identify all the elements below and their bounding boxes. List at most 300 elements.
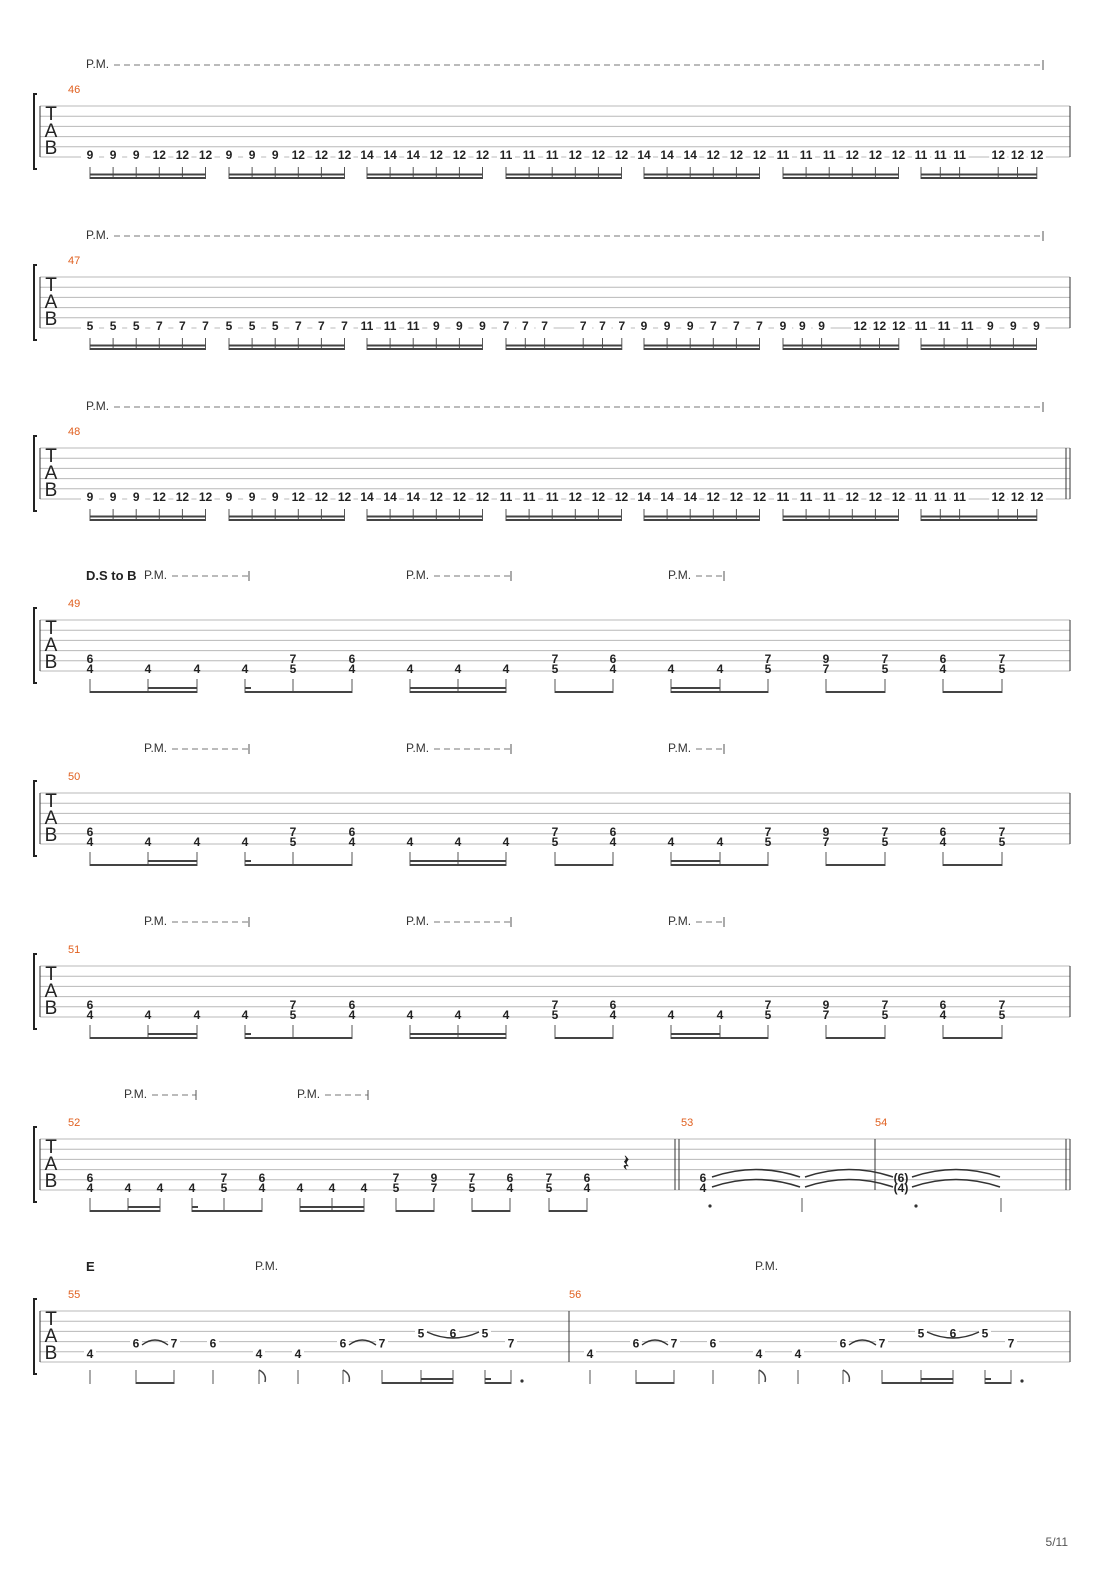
fret-number: 4: [939, 1008, 947, 1022]
system-bracket: [34, 436, 37, 511]
fret-number: 14: [683, 148, 697, 162]
fret-number: 9: [822, 998, 830, 1012]
fret-number: 4: [716, 662, 724, 676]
fret-number: 7: [881, 998, 889, 1012]
note-beam: [636, 1382, 674, 1384]
note-beam: [826, 864, 885, 866]
note-beam: [644, 174, 760, 176]
fret-number: 4: [193, 1008, 201, 1022]
note-beam: [644, 177, 760, 179]
fret-number: 6: [86, 825, 94, 839]
fret-number: 12: [1010, 490, 1025, 504]
note-beam: [921, 345, 1037, 347]
note-beam: [644, 519, 760, 521]
fret-number: 4: [86, 1346, 94, 1361]
fret-number: 4: [328, 1181, 336, 1195]
fret-number: 6: [86, 1171, 94, 1185]
fret-number: 5: [225, 319, 233, 333]
fret-number: 6: [449, 1326, 457, 1341]
fret-number: 5: [764, 835, 772, 849]
fret-number: 5: [289, 1008, 297, 1022]
fret-number: 5: [109, 319, 117, 333]
tie-arc: [712, 1180, 800, 1188]
note-beam: [367, 519, 483, 521]
palm-mute-label: P.M.: [406, 741, 430, 755]
fret-number: 9: [479, 319, 486, 333]
fret-number: 4: [193, 662, 201, 676]
note-beam: [783, 519, 899, 521]
fret-number: 4: [348, 662, 356, 676]
note-beam: [90, 348, 206, 350]
palm-mute-label: P.M.: [255, 1259, 279, 1273]
note-beam: [136, 1382, 174, 1384]
note-beam: [410, 860, 506, 862]
fret-number: 14: [360, 148, 374, 162]
tie-arc: [912, 1170, 1000, 1178]
fret-number: (6): [893, 1171, 909, 1185]
fret-number: 5: [248, 319, 256, 333]
fret-number: 12: [991, 148, 1005, 162]
note-beam: [367, 348, 483, 350]
measure-number: 46: [68, 84, 81, 96]
tab-clef-letter: A: [44, 981, 58, 1002]
note-beam: [410, 1033, 506, 1035]
fret-number: 6: [939, 825, 947, 839]
fret-number: 12: [706, 490, 720, 504]
fret-number: 5: [551, 1008, 559, 1022]
note-beam: [644, 348, 760, 350]
fret-number: 4: [241, 1008, 249, 1022]
note-beam: [367, 345, 483, 347]
note-beam: [783, 345, 899, 347]
slur-arc: [349, 1340, 376, 1345]
fret-number: 9: [225, 490, 233, 504]
fret-number: 9: [1033, 319, 1040, 333]
fret-number: 5: [998, 1008, 1006, 1022]
fret-number: 7: [822, 662, 830, 676]
fret-number: 7: [155, 319, 163, 333]
fret-number: 7: [202, 319, 209, 333]
tab-clef-letter: B: [44, 1343, 58, 1364]
fret-number: 7: [541, 319, 548, 333]
note-beam: [90, 691, 197, 693]
fret-number: 5: [917, 1326, 925, 1341]
system-bracket: [34, 265, 37, 340]
fret-number: 11: [914, 490, 928, 504]
fret-number: 7: [764, 998, 772, 1012]
fret-number: 4: [794, 1346, 802, 1361]
page-number: 5/11: [1045, 1535, 1068, 1549]
fret-number: 4: [348, 1008, 356, 1022]
fret-number: 7: [733, 319, 740, 333]
note-flag: [259, 1370, 265, 1382]
fret-number: 7: [507, 1336, 515, 1351]
tab-clef-letter: B: [44, 1171, 58, 1192]
fret-number: 11: [937, 319, 951, 333]
fret-number: 4: [716, 1008, 724, 1022]
fret-number: 6: [939, 998, 947, 1012]
fret-number: 4: [716, 835, 724, 849]
measure-number: 54: [875, 1117, 888, 1129]
note-beam: [506, 348, 622, 350]
fret-number: 4: [454, 835, 462, 849]
fret-number: 9: [86, 490, 94, 504]
fret-number: 14: [637, 490, 651, 504]
fret-number: 11: [953, 490, 966, 504]
fret-number: 4: [86, 1181, 94, 1195]
fret-number: 5: [132, 319, 140, 333]
fret-number: 9: [822, 825, 830, 839]
fret-number: 5: [764, 662, 772, 676]
fret-number: 9: [432, 319, 440, 333]
fret-number: 12: [198, 490, 213, 504]
note-beam: [300, 1206, 364, 1208]
fret-number: 4: [755, 1346, 763, 1361]
fret-number: 12: [152, 148, 166, 162]
note-beam: [985, 1382, 1011, 1384]
note-beam: [921, 1378, 953, 1380]
palm-mute-label: P.M.: [406, 914, 430, 928]
fret-number: 12: [475, 148, 490, 162]
fret-number: 12: [475, 490, 490, 504]
fret-number: 9: [132, 490, 140, 504]
palm-mute-label: P.M.: [668, 914, 692, 928]
fret-number: 12: [337, 148, 352, 162]
system-bracket: [34, 1299, 37, 1374]
note-beam: [192, 1210, 262, 1212]
fret-number: 11: [933, 490, 947, 504]
palm-mute-label: P.M.: [406, 568, 430, 582]
tab-clef-letter: A: [44, 121, 58, 142]
fret-number: 5: [289, 662, 297, 676]
fret-number: 4: [583, 1181, 591, 1195]
fret-number: 12: [868, 490, 883, 504]
fret-number: 5: [764, 1008, 772, 1022]
fret-number: 6: [583, 1171, 591, 1185]
fret-number: 7: [998, 652, 1006, 666]
fret-number: 7: [289, 998, 297, 1012]
tie-arc: [912, 1180, 1000, 1188]
fret-number: 12: [614, 148, 629, 162]
fret-number: 4: [156, 1181, 164, 1195]
tab-clef-letter: T: [45, 446, 57, 467]
fret-number: 7: [822, 835, 830, 849]
fret-number: 4: [609, 1008, 617, 1022]
note-beam: [671, 1037, 768, 1039]
fret-number: 11: [822, 490, 836, 504]
fret-number: 7: [1007, 1336, 1015, 1351]
tie-arc: [805, 1170, 893, 1178]
palm-mute-label: P.M.: [755, 1259, 779, 1273]
fret-number: 6: [839, 1336, 847, 1351]
palm-mute-label: P.M.: [124, 1087, 148, 1101]
dot: [914, 1204, 917, 1207]
note-beam: [783, 174, 899, 176]
fret-number: 6: [949, 1326, 957, 1341]
note-beam: [506, 516, 622, 518]
fret-number: 7: [878, 1336, 886, 1351]
palm-mute-label: P.M.: [668, 568, 692, 582]
fret-number: 14: [660, 490, 674, 504]
fret-number: 9: [686, 319, 694, 333]
note-beam: [783, 516, 899, 518]
fret-number: 12: [853, 319, 867, 333]
note-beam: [485, 1378, 491, 1380]
fret-number: 11: [499, 490, 513, 504]
fret-number: 6: [209, 1336, 217, 1351]
note-beam: [921, 348, 1037, 350]
fret-number: 14: [360, 490, 374, 504]
fret-number: 4: [406, 1008, 414, 1022]
fret-number: 9: [271, 490, 279, 504]
note-beam: [943, 691, 1002, 693]
palm-mute-label: P.M.: [86, 57, 110, 71]
fret-number: 9: [798, 319, 806, 333]
note-beam: [644, 516, 760, 518]
note-beam: [882, 1382, 953, 1384]
fret-number: 12: [452, 148, 467, 162]
fret-number: 12: [845, 490, 859, 504]
fret-number: 9: [430, 1171, 438, 1185]
note-beam: [245, 1033, 251, 1035]
fret-number: 12: [175, 148, 190, 162]
fret-number: 6: [609, 825, 617, 839]
note-beam: [421, 1378, 453, 1380]
fret-number: 11: [545, 490, 559, 504]
fret-number: 12: [891, 490, 906, 504]
note-beam: [148, 860, 197, 862]
fret-number: 9: [225, 148, 233, 162]
fret-number: 6: [506, 1171, 514, 1185]
fret-number: 12: [591, 148, 606, 162]
system-bracket: [34, 1127, 37, 1202]
fret-number: 4: [406, 835, 414, 849]
fret-number: 4: [144, 1008, 152, 1022]
tab-clef-letter: A: [44, 635, 58, 656]
fret-number: 6: [939, 652, 947, 666]
fret-number: 5: [551, 662, 559, 676]
fret-number: 12: [568, 148, 582, 162]
fret-number: 6: [86, 998, 94, 1012]
note-beam: [826, 1037, 885, 1039]
note-beam: [555, 864, 613, 866]
tab-system-48: [34, 399, 1070, 521]
note-beam: [148, 687, 197, 689]
fret-number: 4: [360, 1181, 368, 1195]
tab-clef-letter: T: [45, 104, 57, 125]
fret-number: 14: [383, 490, 397, 504]
note-beam: [506, 519, 622, 521]
note-beam: [410, 691, 506, 693]
fret-number: 9: [271, 148, 279, 162]
note-beam: [90, 1210, 160, 1212]
fret-number: 6: [348, 825, 356, 839]
fret-number: 12: [845, 148, 859, 162]
note-beam: [921, 519, 1037, 521]
fret-number: 6: [609, 998, 617, 1012]
note-beam: [90, 864, 197, 866]
fret-number: 11: [914, 148, 928, 162]
note-flag: [759, 1370, 765, 1382]
note-beam: [671, 864, 768, 866]
tab-system-46: [34, 57, 1070, 179]
measure-number: 52: [68, 1117, 81, 1129]
slur-arc: [142, 1340, 168, 1345]
fret-number: 7: [179, 319, 186, 333]
fret-number: 4: [586, 1346, 594, 1361]
note-beam: [985, 1378, 991, 1380]
fret-number: 5: [220, 1181, 228, 1195]
measure-number: 50: [68, 771, 81, 783]
dot: [520, 1379, 523, 1382]
fret-number: 12: [175, 490, 190, 504]
fret-number: 12: [1030, 148, 1044, 162]
fret-number: 9: [132, 148, 140, 162]
fret-number: 7: [764, 652, 772, 666]
fret-number: 4: [294, 1346, 302, 1361]
note-beam: [367, 516, 483, 518]
fret-number: 11: [383, 319, 397, 333]
fret-number: 12: [706, 148, 720, 162]
fret-number: 12: [729, 148, 744, 162]
fret-number: 11: [914, 319, 928, 333]
measure-number: 48: [68, 426, 81, 438]
fret-number: 7: [998, 825, 1006, 839]
fret-number: 4: [939, 662, 947, 676]
fret-number: 12: [892, 319, 906, 333]
note-beam: [300, 1210, 364, 1212]
fret-number: 11: [545, 148, 559, 162]
fret-number: 9: [109, 490, 117, 504]
measure-number: 49: [68, 598, 81, 610]
fret-number: 5: [551, 835, 559, 849]
tie-arc: [805, 1180, 893, 1188]
note-beam: [410, 687, 506, 689]
fret-number: 5: [86, 319, 94, 333]
fret-number: 6: [86, 652, 94, 666]
fret-number: 11: [953, 148, 966, 162]
fret-number: 5: [998, 662, 1006, 676]
note-beam: [410, 1037, 506, 1039]
fret-number: 6: [348, 652, 356, 666]
tab-clef-letter: A: [44, 463, 58, 484]
fret-number: 12: [729, 490, 744, 504]
fret-number: 4: [241, 835, 249, 849]
tab-clef-letter: B: [44, 309, 58, 330]
tab-clef-letter: A: [44, 1326, 58, 1347]
fret-number: 14: [383, 148, 397, 162]
measure-number: 53: [681, 1117, 694, 1129]
fret-number: 12: [314, 148, 329, 162]
note-beam: [943, 1037, 1002, 1039]
note-beam: [671, 860, 720, 862]
fret-number: 5: [392, 1181, 400, 1195]
fret-number: 4: [609, 662, 617, 676]
tab-system-47: [34, 228, 1070, 350]
measure-number: 51: [68, 944, 81, 956]
note-beam: [382, 1382, 453, 1384]
fret-number: 4: [241, 662, 249, 676]
fret-number: 11: [776, 148, 790, 162]
note-beam: [90, 345, 206, 347]
system-bracket: [34, 608, 37, 683]
fret-number: 9: [818, 319, 825, 333]
note-beam: [245, 1037, 352, 1039]
dot: [1020, 1379, 1023, 1382]
fret-number: 14: [637, 148, 651, 162]
tab-clef-letter: B: [44, 825, 58, 846]
measure-number: 56: [569, 1289, 582, 1301]
fret-number: 4: [506, 1181, 514, 1195]
tie-arc: [712, 1170, 800, 1178]
fret-number: 7: [670, 1336, 678, 1351]
note-beam: [90, 516, 206, 518]
note-beam: [921, 174, 1037, 176]
note-flag: [843, 1370, 849, 1382]
fret-number: 12: [198, 148, 213, 162]
note-beam: [921, 177, 1037, 179]
section-marker: E: [86, 1259, 95, 1274]
tab-clef-letter: T: [45, 791, 57, 812]
dot: [708, 1204, 711, 1207]
note-beam: [943, 864, 1002, 866]
fret-number: 7: [294, 319, 302, 333]
measure-number: 47: [68, 255, 81, 267]
fret-number: 7: [822, 1008, 830, 1022]
fret-number: 4: [667, 835, 675, 849]
tab-clef-letter: B: [44, 998, 58, 1019]
fret-number: 7: [378, 1336, 386, 1351]
fret-number: 7: [468, 1171, 476, 1185]
fret-number: 4: [144, 662, 152, 676]
fret-number: 4: [667, 662, 675, 676]
note-beam: [472, 1210, 510, 1212]
fret-number: 7: [618, 319, 626, 333]
fret-number: 12: [568, 490, 582, 504]
note-beam: [783, 348, 899, 350]
tab-system-55: [34, 1259, 1070, 1384]
note-beam: [367, 177, 483, 179]
tab-system-51: [34, 914, 1070, 1039]
note-beam: [229, 519, 345, 521]
note-beam: [90, 519, 206, 521]
fret-number: 7: [709, 319, 717, 333]
fret-number: 12: [614, 490, 629, 504]
fret-number: 11: [776, 490, 790, 504]
fret-number: 12: [429, 148, 443, 162]
fret-number: 7: [756, 319, 763, 333]
fret-number: 12: [891, 148, 906, 162]
palm-mute-label: P.M.: [86, 228, 110, 242]
note-beam: [555, 691, 613, 693]
fret-number: 4: [502, 1008, 510, 1022]
system-bracket: [34, 954, 37, 1029]
tab-clef-letter: T: [45, 275, 57, 296]
fret-number: 5: [998, 835, 1006, 849]
fret-number: 5: [981, 1326, 989, 1341]
note-beam: [245, 864, 352, 866]
fret-number: 9: [1010, 319, 1017, 333]
fret-number: 7: [881, 825, 889, 839]
fret-number: 9: [663, 319, 671, 333]
fret-number: 11: [799, 490, 813, 504]
fret-number: 9: [640, 319, 648, 333]
fret-number: 4: [296, 1181, 304, 1195]
fret-number: 6: [632, 1336, 640, 1351]
measure-number: 55: [68, 1289, 81, 1301]
note-beam: [506, 174, 622, 176]
fret-number: 12: [1010, 148, 1025, 162]
